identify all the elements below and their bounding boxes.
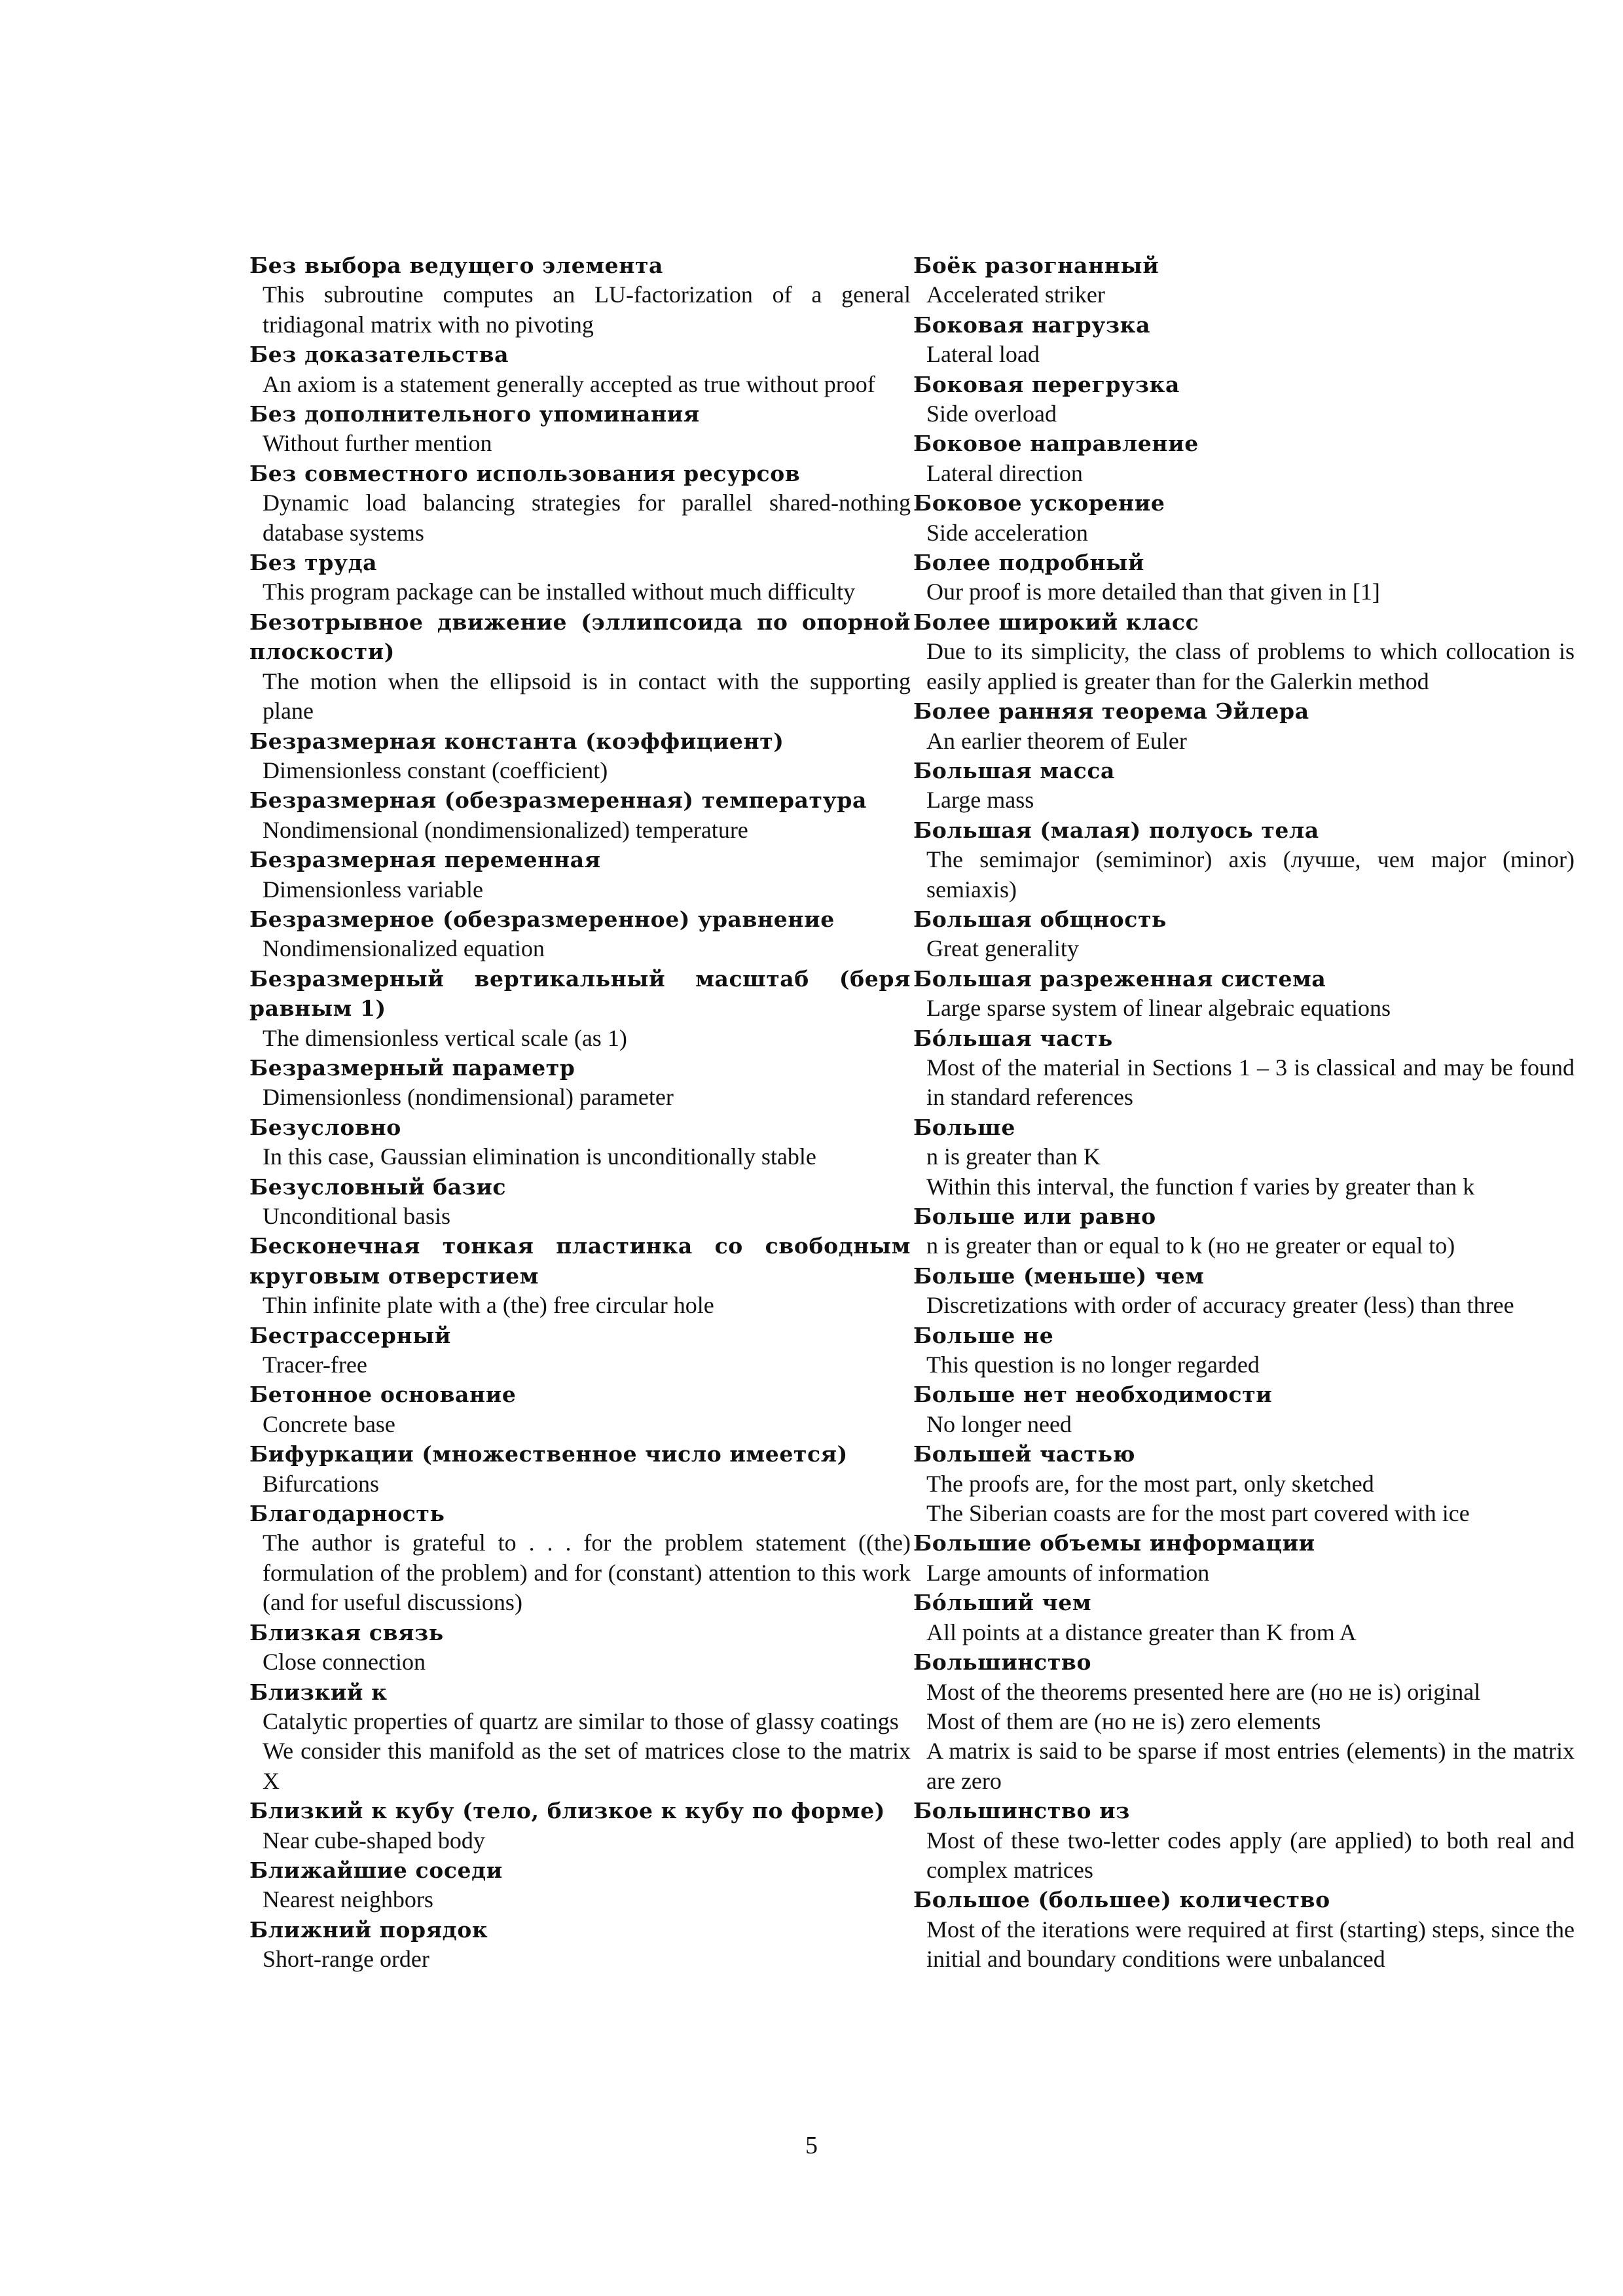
- entry-example: Accelerated striker: [926, 281, 1105, 308]
- entry-example: Large amounts of information: [926, 1559, 1210, 1586]
- entry-term: Более широкий класс: [913, 609, 1199, 635]
- dictionary-entry: [913, 1321, 1575, 1380]
- dictionary-entry: [249, 1677, 911, 1797]
- left-column: [249, 251, 911, 1975]
- dictionary-entry: [913, 251, 1575, 310]
- entry-term: Близкий к: [249, 1679, 388, 1705]
- entry-example: The Siberian coasts are for the most part covered with ice: [926, 1500, 1470, 1527]
- entry-term: Боковое ускорение: [913, 490, 1165, 516]
- dictionary-entry: [913, 1439, 1575, 1528]
- dictionary-entry: [249, 1113, 911, 1172]
- entry-example: A matrix is said to be sparse if most entries (elements) in the matrix are zero: [926, 1738, 1575, 1794]
- entry-term: Боёк разогнанный: [913, 253, 1159, 278]
- entry-term: Большие объемы информации: [913, 1530, 1315, 1556]
- entry-example: Due to its simplicity, the class of problems to which collocation is easily applied is greater than for the Galerkin method: [926, 638, 1575, 694]
- dictionary-entry: [913, 370, 1575, 429]
- dictionary-entry: [913, 429, 1575, 488]
- entry-example: Great generality: [926, 935, 1079, 962]
- entry-term: Благодарность: [249, 1501, 445, 1527]
- entry-example: This subroutine computes an LU-factorization of a general tridiagonal matrix with no pivoting: [263, 281, 911, 338]
- entry-example: Our proof is more detailed than that given in [1]: [926, 579, 1380, 605]
- dictionary-entry: [913, 964, 1575, 1024]
- entry-term: Безразмерная переменная: [249, 847, 601, 873]
- entry-term: Большинство из: [913, 1798, 1130, 1824]
- entry-example: Lateral direction: [926, 459, 1083, 486]
- entry-term: Безотрывное движение (эллипсоида по опорной плоскости): [249, 609, 911, 665]
- dictionary-entry: [913, 310, 1575, 370]
- entry-term: Ближний порядок: [249, 1916, 488, 1943]
- entry-term: Ближайшие соседи: [249, 1857, 503, 1883]
- entry-example: Most of these two-letter codes apply (are applied) to both real and complex matrices: [926, 1827, 1575, 1883]
- entry-example: Side overload: [926, 401, 1057, 427]
- entry-example: Most of the iterations were required at first (starting) steps, since the initial and boundary conditions were unbalanced: [926, 1916, 1575, 1973]
- entry-example: Short-range order: [263, 1946, 429, 1973]
- entry-term: Больше не: [913, 1322, 1054, 1348]
- dictionary-entry: [249, 1618, 911, 1677]
- entry-example: Large sparse system of linear algebraic equations: [926, 995, 1391, 1022]
- entry-example: Large mass: [926, 787, 1034, 814]
- entry-term: Без доказательства: [249, 342, 509, 368]
- entry-example: Without further mention: [263, 430, 492, 457]
- entry-example: This question is no longer regarded: [926, 1352, 1260, 1378]
- entry-example: Within this interval, the function f varies by greater than k: [926, 1173, 1475, 1200]
- entry-term: Бестрассерный: [249, 1322, 451, 1348]
- dictionary-entry: [249, 607, 911, 726]
- entry-term: Больше: [913, 1114, 1015, 1140]
- entry-term: Близкий к кубу (тело, близкое к кубу по форме): [249, 1798, 885, 1824]
- entry-term: Больше или равно: [913, 1204, 1156, 1229]
- entry-term: Безразмерная константа (коэффициент): [249, 728, 784, 754]
- entry-term: Безразмерное (обезразмеренное) уравнение: [249, 906, 835, 932]
- dictionary-entry: [249, 1796, 911, 1856]
- dictionary-entry: [913, 756, 1575, 816]
- entry-example: Dimensionless variable: [263, 876, 483, 903]
- entry-term: Большое (большее) количество: [913, 1887, 1330, 1913]
- dictionary-entry: [249, 1439, 911, 1499]
- entry-term: Безусловно: [249, 1114, 401, 1140]
- entry-term: Без выбора ведущего элемента: [249, 253, 663, 278]
- entry-example: Thin infinite plate with a (the) free circular hole: [263, 1292, 714, 1319]
- dictionary-entry: [913, 1796, 1575, 1885]
- entry-example: Bifurcations: [263, 1470, 379, 1497]
- entry-example: The author is grateful to . . . for the problem statement ((the) formulation of the problem) and for (constant) attention to this work (and for useful discussions): [263, 1530, 911, 1616]
- entry-term: Боковое направление: [913, 431, 1199, 457]
- entry-example: Dynamic load balancing strategies for parallel shared-nothing database systems: [263, 490, 911, 546]
- dictionary-entry: [913, 696, 1575, 756]
- dictionary-entry: [913, 1528, 1575, 1588]
- page-number: 5: [805, 2132, 818, 2159]
- entry-example: The semimajor (semiminor) axis (лучше, чем major (minor) semiaxis): [926, 846, 1575, 903]
- entry-example: The motion when the ellipsoid is in contact with the supporting plane: [263, 668, 911, 725]
- dictionary-entry: [249, 251, 911, 340]
- entry-term: Бóльший чем: [913, 1590, 1092, 1616]
- entry-term: Более ранняя теорема Эйлера: [913, 698, 1309, 725]
- dictionary-entry: [249, 905, 911, 964]
- dictionary-entry: [913, 1380, 1575, 1439]
- entry-example: Close connection: [263, 1649, 426, 1676]
- entry-example: Discretizations with order of accuracy greater (less) than three: [926, 1292, 1514, 1319]
- dictionary-entry: [913, 1588, 1575, 1647]
- entry-term: Большая (малая) полуось тела: [913, 817, 1319, 843]
- entry-term: Большинство: [913, 1649, 1092, 1676]
- entry-example: Tracer-free: [263, 1352, 367, 1378]
- dictionary-entry: [249, 726, 911, 786]
- dictionary-entry: [913, 488, 1575, 548]
- entry-example: Most of the material in Sections 1 – 3 is classical and may be found in standard references: [926, 1054, 1575, 1111]
- dictionary-entry: [249, 1915, 911, 1975]
- dictionary-entry: [913, 905, 1575, 964]
- right-column: [913, 251, 1575, 1975]
- entry-term: Безразмерный вертикальный масштаб (беря равным 1): [249, 965, 911, 1022]
- entry-term: Без совместного использования ресурсов: [249, 460, 801, 486]
- dictionary-entry: [249, 1321, 911, 1380]
- entry-example: Lateral load: [926, 341, 1040, 368]
- entry-example: An axiom is a statement generally accepted as true without proof: [263, 370, 875, 397]
- entry-example: Nondimensional (nondimensionalized) temperature: [263, 816, 748, 843]
- entry-example: All points at a distance greater than K from A: [926, 1619, 1357, 1645]
- dictionary-entry: [913, 816, 1575, 905]
- entry-example: Dimensionless constant (coefficient): [263, 757, 608, 783]
- entry-term: Большая разреженная система: [913, 965, 1326, 992]
- dictionary-entry: [249, 845, 911, 905]
- entry-example: An earlier theorem of Euler: [926, 727, 1187, 754]
- entry-example: Unconditional basis: [263, 1203, 450, 1229]
- entry-term: Бетонное основание: [249, 1382, 517, 1408]
- entry-term: Более подробный: [913, 550, 1144, 576]
- dictionary-entry: [249, 1231, 911, 1320]
- dictionary-entry: [913, 1885, 1575, 1974]
- dictionary-entry: [913, 548, 1575, 607]
- entry-term: Большей частью: [913, 1441, 1136, 1467]
- entry-term: Близкая связь: [249, 1619, 444, 1645]
- entry-term: Большая общность: [913, 906, 1167, 932]
- dictionary-entry: [249, 459, 911, 548]
- entry-example: Most of the theorems presented here are (но не is) original: [926, 1678, 1481, 1705]
- dictionary-entry: [249, 548, 911, 607]
- dictionary-entry: [913, 1202, 1575, 1261]
- entry-term: Больше (меньше) чем: [913, 1263, 1205, 1289]
- entry-term: Боковая нагрузка: [913, 312, 1151, 338]
- entry-example: n is greater than or equal to k (но не greater or equal to): [926, 1232, 1455, 1259]
- entry-example: Most of them are (но не is) zero elements: [926, 1708, 1321, 1734]
- entry-example: n is greater than K: [926, 1143, 1101, 1170]
- entry-example: Catalytic properties of quartz are similar to those of glassy coatings: [263, 1708, 899, 1734]
- entry-term: Бифуркации (множественное число имеется): [249, 1441, 848, 1467]
- entry-term: Бóльшая часть: [913, 1025, 1113, 1051]
- dictionary-entry: [249, 785, 911, 845]
- entry-term: Безусловный базис: [249, 1174, 507, 1200]
- dictionary-entry: [249, 399, 911, 459]
- dictionary-entry: [249, 340, 911, 399]
- dictionary-entry: [913, 1024, 1575, 1113]
- dictionary-entry: [249, 1053, 911, 1113]
- entry-example: Nondimensionalized equation: [263, 935, 545, 962]
- entry-example: In this case, Gaussian elimination is unconditionally stable: [263, 1143, 816, 1170]
- dictionary-entry: [249, 1172, 911, 1232]
- entry-example: Concrete base: [263, 1410, 395, 1437]
- entry-example: The proofs are, for the most part, only sketched: [926, 1470, 1374, 1497]
- dictionary-entry: [913, 1261, 1575, 1321]
- entry-example: Near cube-shaped body: [263, 1827, 485, 1854]
- entry-example: Side acceleration: [926, 519, 1088, 546]
- entry-example: This program package can be installed without much difficulty: [263, 579, 856, 605]
- dictionary-entry: [913, 1647, 1575, 1796]
- entry-term: Без труда: [249, 550, 378, 576]
- entry-term: Бесконечная тонкая пластинка со свободным круговым отверстием: [249, 1233, 911, 1289]
- entry-example: Dimensionless (nondimensional) parameter: [263, 1084, 674, 1111]
- entry-example: We consider this manifold as the set of matrices close to the matrix X: [263, 1738, 911, 1794]
- dictionary-entry: [913, 607, 1575, 696]
- dictionary-entry: [913, 1113, 1575, 1202]
- dictionary-entry: [249, 964, 911, 1053]
- entry-term: Боковая перегрузка: [913, 371, 1180, 397]
- entry-term: Без дополнительного упоминания: [249, 401, 700, 427]
- dictionary-entry: [249, 1380, 911, 1439]
- dictionary-entry: [249, 1856, 911, 1915]
- dictionary-entry: [249, 1499, 911, 1618]
- entry-term: Больше нет необходимости: [913, 1382, 1273, 1408]
- entry-example: The dimensionless vertical scale (as 1): [263, 1024, 627, 1051]
- entry-term: Большая масса: [913, 757, 1116, 783]
- entry-example: Nearest neighbors: [263, 1886, 433, 1913]
- entry-term: Безразмерная (обезразмеренная) температура: [249, 787, 867, 814]
- entry-example: No longer need: [926, 1410, 1072, 1437]
- entry-term: Безразмерный параметр: [249, 1054, 575, 1081]
